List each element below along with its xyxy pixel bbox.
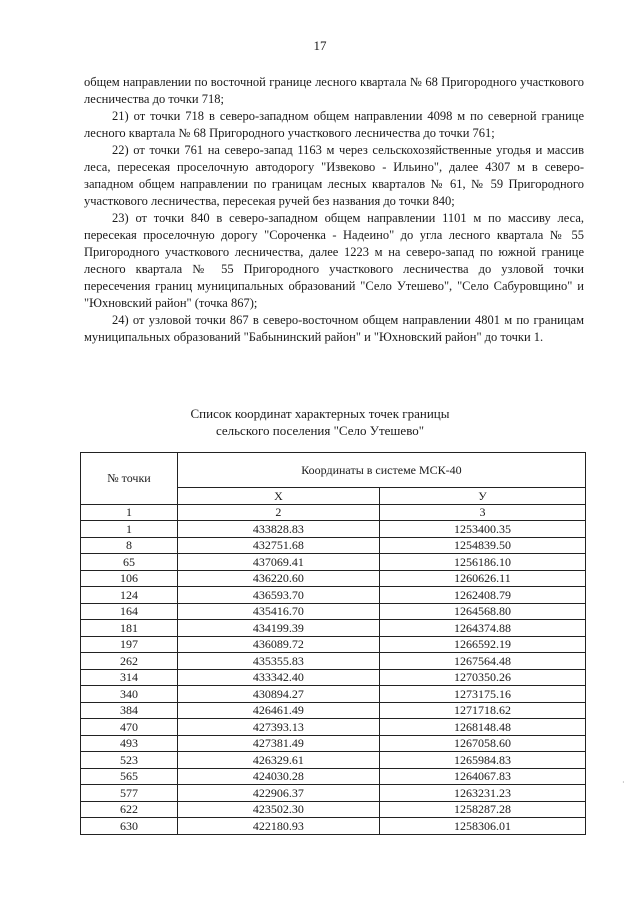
point-number-cell: 493 [81, 735, 178, 752]
point-number-cell: 622 [81, 801, 178, 818]
table-row [81, 570, 586, 587]
table-row [81, 719, 586, 736]
index-row [81, 504, 586, 521]
table-row [81, 587, 586, 604]
paragraph-item-24: 24) от узловой точки 867 в северо-восточном общем направлении 4801 м по границам муниципальных образований "Бабынинский район" и "Юхновский район" до точки 1. [84, 313, 584, 344]
x-coordinate-cell: 424030.28 [177, 768, 379, 785]
y-coordinate-cell: 1253400.35 [379, 521, 585, 538]
x-coordinate-cell: 422906.37 [177, 785, 379, 802]
point-number-cell: 197 [81, 636, 178, 653]
table-header-row [81, 453, 586, 488]
x-coordinate-cell: 427393.13 [177, 719, 379, 736]
paragraph-item-21: 21) от точки 718 в северо-западном общем направлении 4098 м по северной границе лесного квартала № 68 Пригородного участкового лесничества до точки 761; [84, 109, 584, 140]
body-text [84, 74, 584, 346]
y-coordinate-cell: 1267564.48 [379, 653, 585, 670]
margin-mark: · [622, 778, 625, 787]
y-coordinate-cell: 1258287.28 [379, 801, 585, 818]
x-coordinate-cell: 435416.70 [177, 603, 379, 620]
point-number-cell: 262 [81, 653, 178, 670]
x-coordinate-cell: 423502.30 [177, 801, 379, 818]
x-coordinate-cell: 434199.39 [177, 620, 379, 637]
table-row [81, 669, 586, 686]
table-row [81, 686, 586, 703]
point-number-cell: 565 [81, 768, 178, 785]
point-number-cell: 124 [81, 587, 178, 604]
y-coordinate-cell: 1260626.11 [379, 570, 585, 587]
y-coordinate-cell: 1266592.19 [379, 636, 585, 653]
index-cell: 3 [379, 504, 585, 521]
x-coordinate-cell: 436220.60 [177, 570, 379, 587]
table-row [81, 521, 586, 538]
x-coordinate-cell: 432751.68 [177, 537, 379, 554]
coordinates-table [80, 452, 586, 835]
point-number-cell: 164 [81, 603, 178, 620]
index-cell: 1 [81, 504, 178, 521]
table-body [81, 504, 586, 834]
table-row [81, 818, 586, 835]
y-coordinate-cell: 1263231.23 [379, 785, 585, 802]
table-title-line-2: сельского поселения "Село Утешево" [215, 423, 425, 438]
y-coordinate-cell: 1267058.60 [379, 735, 585, 752]
header-point-number: № точки [81, 453, 178, 505]
y-coordinate-cell: 1258306.01 [379, 818, 585, 835]
paragraph-item-23: 23) от точки 840 в северо-западном общем направлении 1101 м по массиву леса, пересекая проселочную дорогу "Сороченка - Надеино" до угла лесного квартала № 55 Пригородного участкового лесничества, далее 1223 м на северо-запад по южной границе лесного квартала № 55 Пригородного участкового лесничества до узловой точки пересечения границ муниципальных образований "Село Утешево", "Село Сабуровщино" и "Юхновский район" (точка 867); [84, 211, 584, 310]
table-title [0, 405, 640, 439]
x-coordinate-cell: 426461.49 [177, 702, 379, 719]
y-coordinate-cell: 1264568.80 [379, 603, 585, 620]
x-coordinate-cell: 436089.72 [177, 636, 379, 653]
table-row [81, 702, 586, 719]
x-coordinate-cell: 433828.83 [177, 521, 379, 538]
table-row [81, 768, 586, 785]
index-cell: 2 [177, 504, 379, 521]
point-number-cell: 1 [81, 521, 178, 538]
point-number-cell: 577 [81, 785, 178, 802]
y-coordinate-cell: 1271718.62 [379, 702, 585, 719]
header-x: Х [177, 488, 379, 505]
point-number-cell: 106 [81, 570, 178, 587]
point-number-cell: 384 [81, 702, 178, 719]
x-coordinate-cell: 422180.93 [177, 818, 379, 835]
header-coordinate-system: Координаты в системе МСК-40 [177, 453, 585, 488]
x-coordinate-cell: 436593.70 [177, 587, 379, 604]
point-number-cell: 630 [81, 818, 178, 835]
x-coordinate-cell: 433342.40 [177, 669, 379, 686]
x-coordinate-cell: 426329.61 [177, 752, 379, 769]
y-coordinate-cell: 1273175.16 [379, 686, 585, 703]
point-number-cell: 340 [81, 686, 178, 703]
table-row [81, 752, 586, 769]
table-row [81, 554, 586, 571]
y-coordinate-cell: 1254839.50 [379, 537, 585, 554]
point-number-cell: 523 [81, 752, 178, 769]
point-number-cell: 470 [81, 719, 178, 736]
y-coordinate-cell: 1256186.10 [379, 554, 585, 571]
table-row [81, 801, 586, 818]
y-coordinate-cell: 1262408.79 [379, 587, 585, 604]
table-row [81, 603, 586, 620]
point-number-cell: 181 [81, 620, 178, 637]
table-row [81, 735, 586, 752]
y-coordinate-cell: 1268148.48 [379, 719, 585, 736]
x-coordinate-cell: 427381.49 [177, 735, 379, 752]
point-number-cell: 8 [81, 537, 178, 554]
x-coordinate-cell: 435355.83 [177, 653, 379, 670]
paragraph-continuation: общем направлении по восточной границе лесного квартала № 68 Пригородного участкового лесничества до точки 718; [84, 75, 584, 106]
paragraph-item-22: 22) от точки 761 на северо-запад 1163 м через сельскохозяйственные угодья и массив леса, пересекая проселочную автодорогу "Извеково - Ильино", далее 4307 м в северо-западном общем направлении по границам лесных кварталов № 61, № 59 Пригородного участкового лесничества, пересекая ручей без названия до точки 840; [84, 143, 584, 208]
y-coordinate-cell: 1270350.26 [379, 669, 585, 686]
table-row [81, 785, 586, 802]
header-y: У [379, 488, 585, 505]
x-coordinate-cell: 430894.27 [177, 686, 379, 703]
table-row [81, 653, 586, 670]
y-coordinate-cell: 1264067.83 [379, 768, 585, 785]
table-title-line-1: Список координат характерных точек границы [190, 406, 450, 421]
table-row [81, 636, 586, 653]
y-coordinate-cell: 1265984.83 [379, 752, 585, 769]
point-number-cell: 65 [81, 554, 178, 571]
point-number-cell: 314 [81, 669, 178, 686]
x-coordinate-cell: 437069.41 [177, 554, 379, 571]
page-number: 17 [313, 38, 327, 53]
table-row [81, 620, 586, 637]
y-coordinate-cell: 1264374.88 [379, 620, 585, 637]
table-row [81, 537, 586, 554]
